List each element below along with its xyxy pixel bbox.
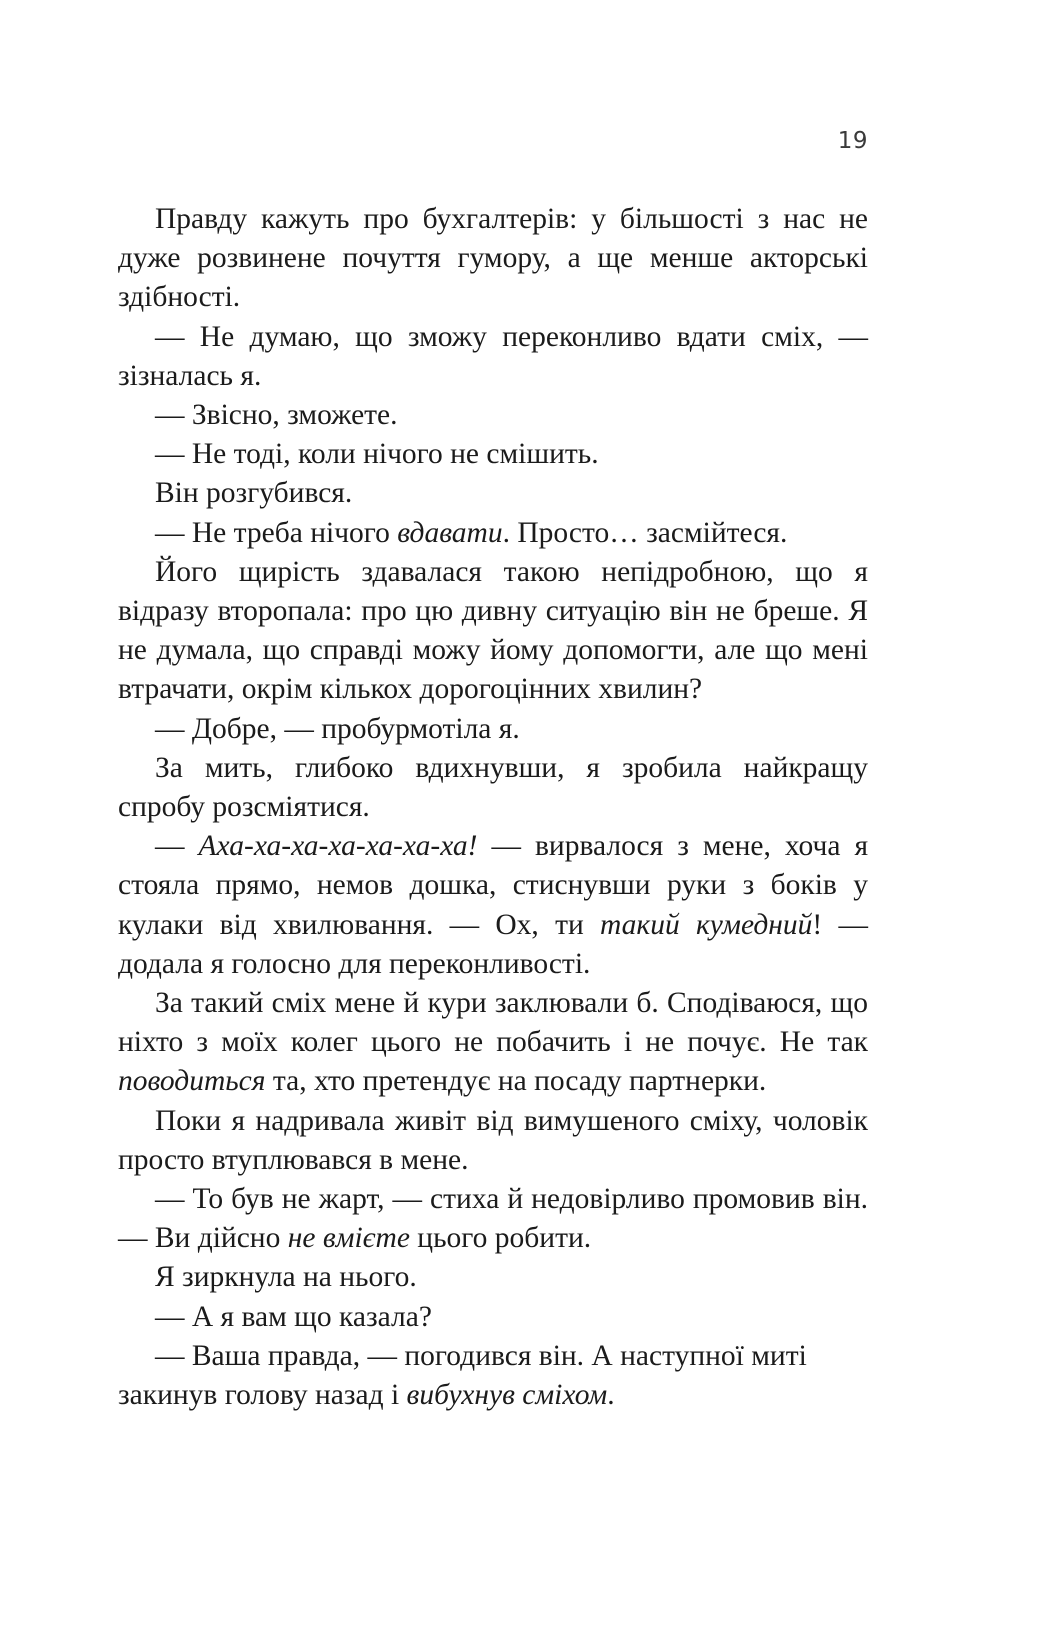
paragraph-dialogue: — Не думаю, що зможу переконливо вдати сміх, — зізналась я. <box>118 320 868 392</box>
body-text-block <box>118 200 868 1415</box>
paragraph-dialogue: — Аха-ха-ха-ха-ха-ха-ха! — вирвалося з мене, хоча я стояла прямо, немов дошка, стиснувши руки з боків у кулаки від хвилювання. — Ох, ти такий кумедний! — додала я голосно для переконливості. <box>118 830 869 980</box>
paragraph-narration: За такий сміх мене й кури заклювали б. Сподіваюся, що ніхто з моїх колег цього не побачить і не почує. Не так поводиться та, хто претендує на посаду партнерки. <box>118 987 868 1098</box>
paragraph-dialogue: — Звісно, зможете. <box>155 399 398 432</box>
paragraph-narration: Я зиркнула на нього. <box>155 1261 417 1294</box>
paragraph-dialogue: — А я вам що казала? <box>155 1300 432 1333</box>
paragraph-dialogue: — Не треба нічого вдавати. Просто… засмійтеся. <box>155 516 788 549</box>
paragraph-narration: Його щирість здавалася такою непідробною, що я відразу второпала: про цю дивну ситуацію він не бреше. Я не думала, що справді можу йому допомогти, але що мені втрачати, окрім кількох дорогоцінних хвилин? <box>118 555 868 706</box>
paragraph-narration: Правду кажуть про бухгалтерів: у більшості з нас не дуже розвинене почуття гумору, а ще менше акторські здібності. <box>118 203 868 314</box>
paragraph-narration: За мить, глибоко вдихнувши, я зробила найкращу спробу розсміятися. <box>118 751 868 824</box>
paragraph-dialogue: — Добре, — пробурмотіла я. <box>155 712 520 745</box>
page-number: 19 <box>837 128 868 154</box>
paragraph-dialogue: — Ваша правда, — погодився він. А наступної миті закинув голову назад і вибухнув сміхом. <box>118 1339 807 1412</box>
paragraph-dialogue: — То був не жарт, — стиха й недовірливо промовив він. — Ви дійсно не вмієте цього робити. <box>118 1183 868 1255</box>
paragraph-narration: Поки я надривала живіт від вимушеного сміху, чоловік просто втуплювався в мене. <box>118 1104 868 1176</box>
paragraph-dialogue: — Не тоді, коли нічого не смішить. <box>155 438 599 471</box>
paragraph-narration: Він розгубився. <box>155 477 353 510</box>
